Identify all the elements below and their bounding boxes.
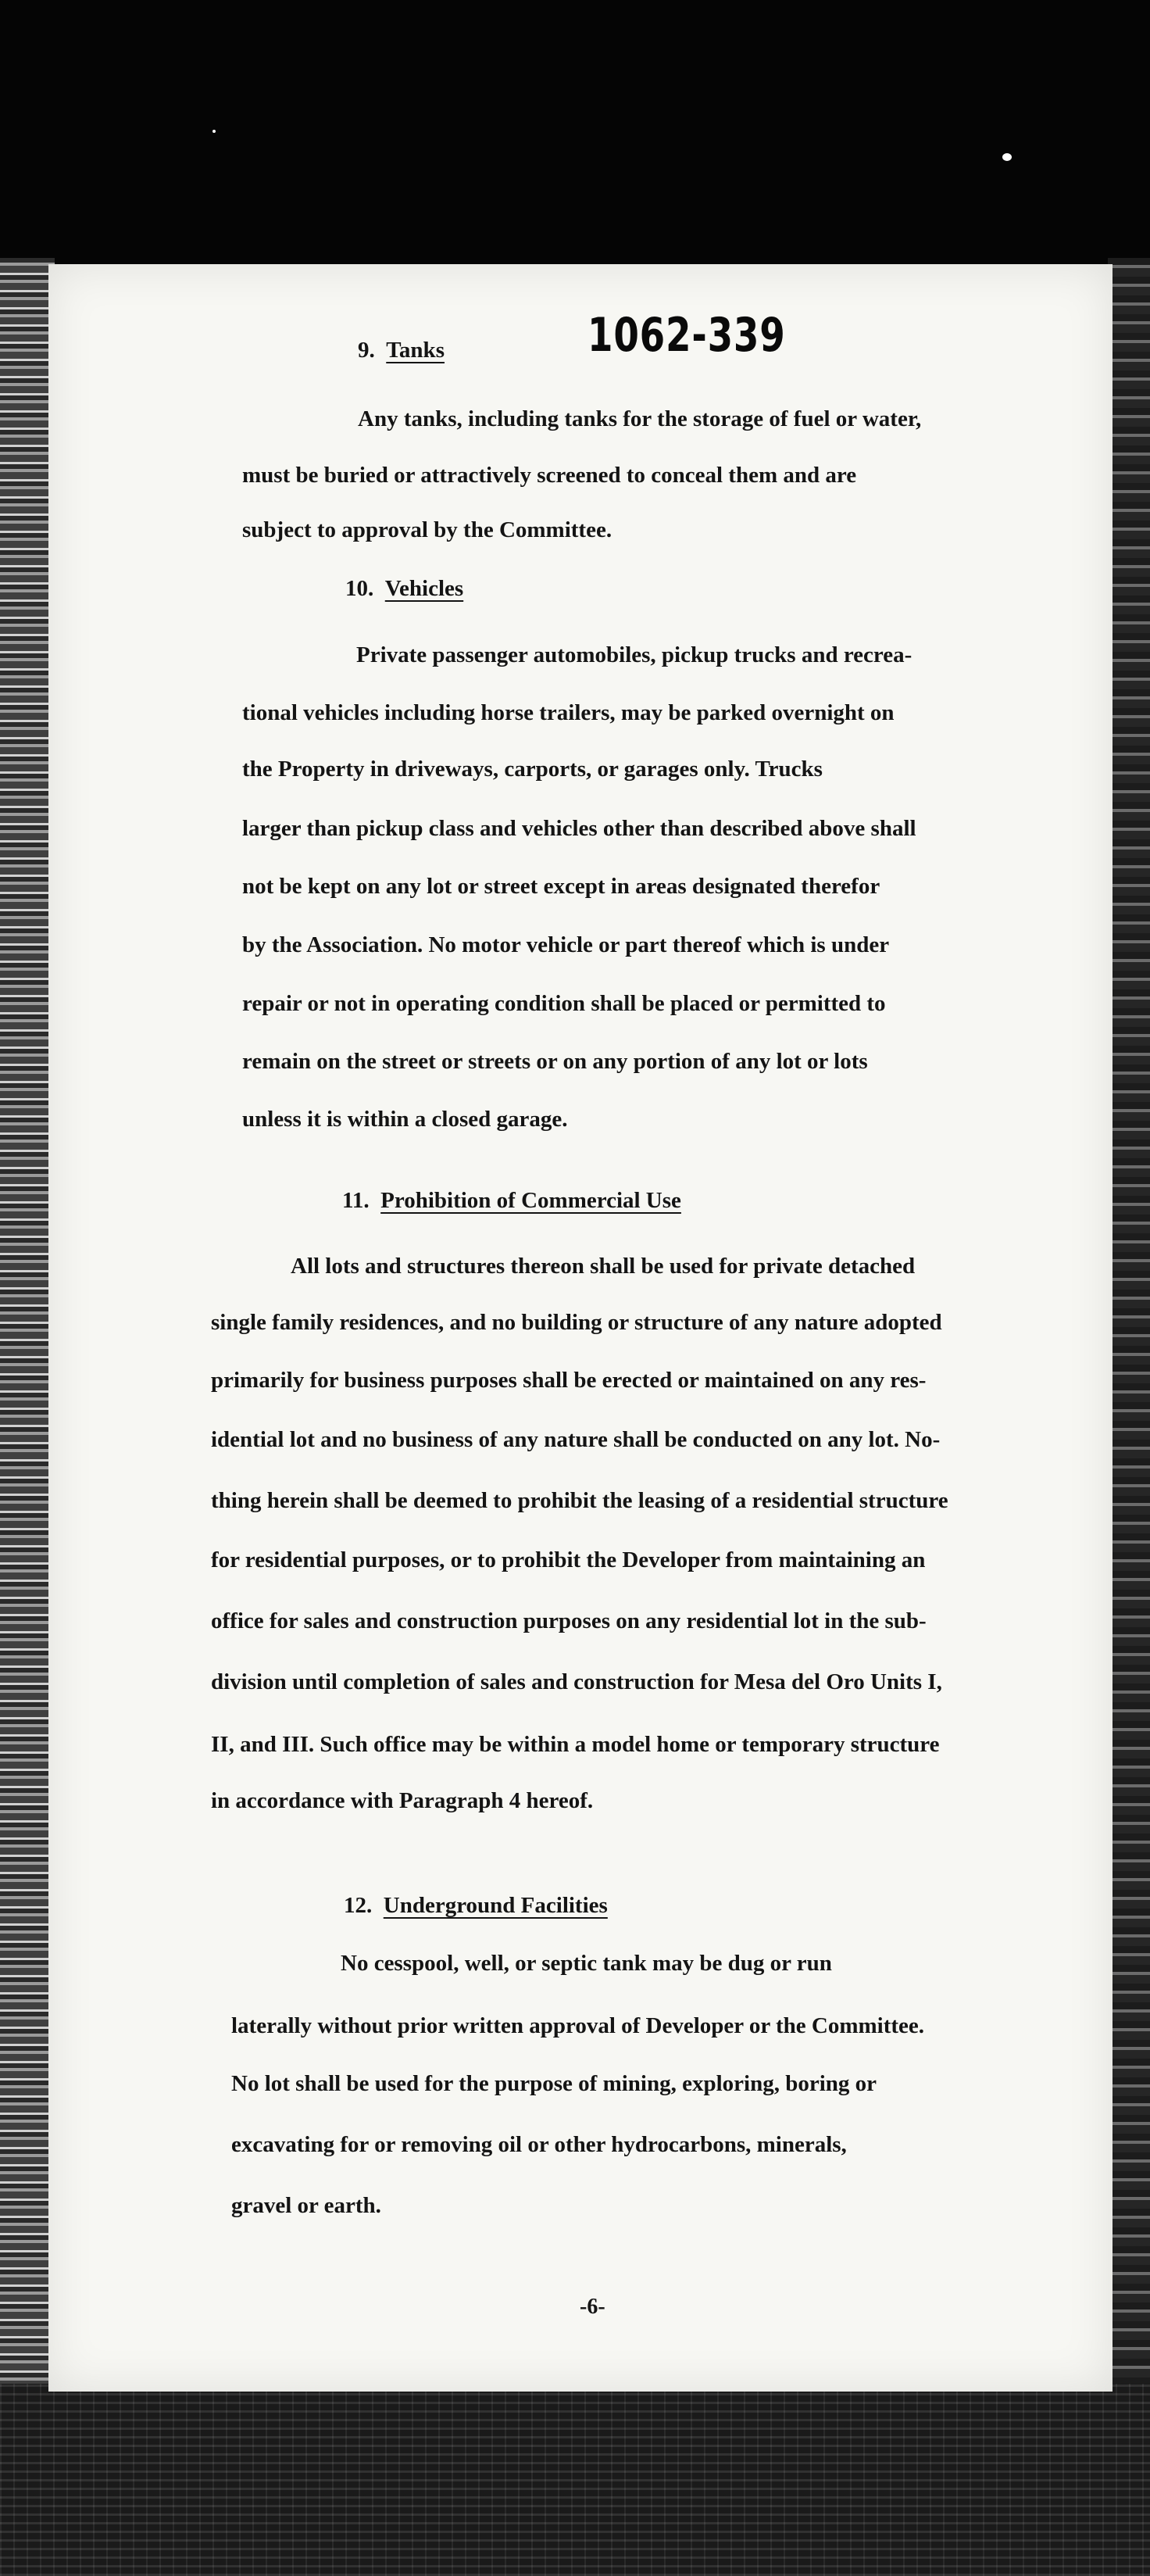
body-line: primarily for business purposes shall be erected or maintained on any res-	[211, 1368, 927, 1393]
body-line: Any tanks, including tanks for the storage of fuel or water,	[358, 406, 922, 431]
section-title: Underground Facilities	[383, 1893, 608, 1918]
section-number: 10.	[345, 576, 374, 601]
body-line: larger than pickup class and vehicles other than described above shall	[242, 816, 916, 841]
section-heading-commercial-use	[342, 1188, 681, 1214]
scan-top-border	[0, 0, 1150, 266]
body-line: the Property in driveways, carports, or garages only. Trucks	[242, 757, 823, 782]
body-line: in accordance with Paragraph 4 hereof.	[211, 1788, 594, 1813]
body-line: tional vehicles including horse trailers, may be parked overnight on	[242, 700, 895, 725]
scan-speck	[1002, 153, 1012, 161]
body-line: office for sales and construction purposes on any residential lot in the sub-	[211, 1608, 927, 1633]
section-title: Prohibition of Commercial Use	[380, 1188, 681, 1213]
section-number: 9.	[358, 338, 375, 363]
body-line: division until completion of sales and construction for Mesa del Oro Units I,	[211, 1669, 942, 1694]
section-number: 12.	[344, 1893, 373, 1918]
body-line: No lot shall be used for the purpose of mining, exploring, boring or	[231, 2071, 877, 2096]
section-heading-tanks	[358, 338, 445, 363]
body-line: idential lot and no business of any nature shall be conducted on any lot. No-	[211, 1427, 941, 1452]
body-line: for residential purposes, or to prohibit the Developer from maintaining an	[211, 1547, 926, 1572]
body-line: No cesspool, well, or septic tank may be dug or run	[341, 1951, 832, 1976]
scan-left-edge	[0, 258, 55, 2392]
document-number: 1062-339	[588, 308, 786, 363]
page-number: -6-	[580, 2295, 605, 2319]
body-line: unless it is within a closed garage.	[242, 1107, 568, 1132]
scan-speck	[212, 130, 216, 133]
body-line: excavating for or removing oil or other hydrocarbons, minerals,	[231, 2132, 847, 2157]
body-line: by the Association. No motor vehicle or part thereof which is under	[242, 932, 890, 957]
body-line: laterally without prior written approval of Developer or the Committee.	[231, 2013, 925, 2038]
body-line: II, and III. Such office may be within a model home or temporary structure	[211, 1732, 940, 1757]
body-line: thing herein shall be deemed to prohibit the leasing of a residential structure	[211, 1488, 948, 1513]
section-number: 11.	[342, 1188, 370, 1213]
scan-bottom-border	[0, 2384, 1150, 2576]
body-line: Private passenger automobiles, pickup trucks and recrea-	[356, 642, 912, 667]
body-line: repair or not in operating condition shall be placed or permitted to	[242, 991, 886, 1016]
section-heading-underground-facilities	[344, 1893, 608, 1919]
body-line: subject to approval by the Committee.	[242, 517, 612, 542]
scan-right-edge	[1108, 258, 1150, 2392]
section-title: Tanks	[386, 338, 445, 363]
body-line: All lots and structures thereon shall be used for private detached	[291, 1254, 916, 1279]
section-title: Vehicles	[384, 576, 464, 601]
body-line: must be buried or attractively screened to conceal them and are	[242, 463, 857, 488]
body-line: not be kept on any lot or street except in areas designated therefor	[242, 874, 880, 899]
body-line: gravel or earth.	[231, 2193, 381, 2218]
body-line: single family residences, and no building or structure of any nature adopted	[211, 1310, 942, 1335]
body-line: remain on the street or streets or on any portion of any lot or lots	[242, 1049, 868, 1074]
section-heading-vehicles	[345, 576, 463, 602]
